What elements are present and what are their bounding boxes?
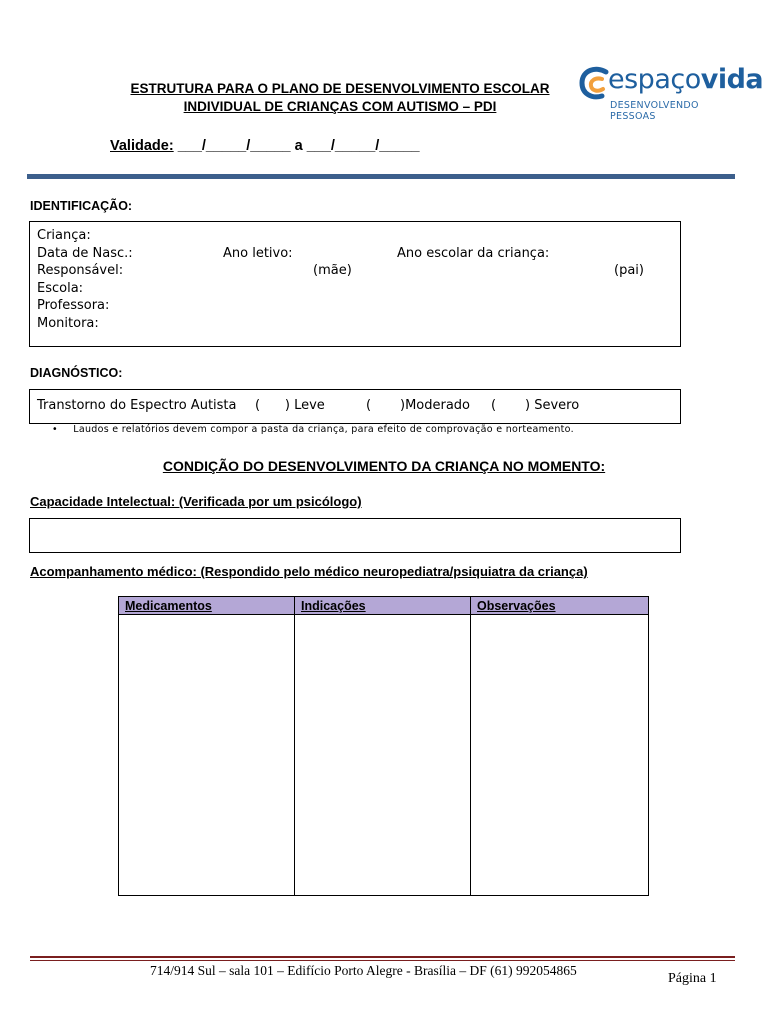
data-nasc-label: Data de Nasc.: bbox=[37, 246, 133, 261]
col-observacoes: Observações bbox=[471, 597, 649, 615]
cell-medicamentos bbox=[119, 615, 295, 896]
table-header-row bbox=[119, 597, 649, 615]
header-divider bbox=[27, 174, 735, 179]
cell-observacoes bbox=[471, 615, 649, 896]
validade-label: Validade: bbox=[110, 138, 174, 154]
logo-wordmark: espaçovida bbox=[608, 64, 764, 95]
tea-label: Transtorno do Espectro Autista bbox=[37, 398, 237, 413]
document-title-line1: ESTRUTURA PARA O PLANO DE DESENVOLVIMENTO ESCOLAR bbox=[130, 81, 550, 96]
logo-tagline: DESENVOLVENDO PESSOAS bbox=[610, 100, 699, 122]
cell-indicacoes bbox=[295, 615, 471, 896]
pai-label: (pai) bbox=[614, 263, 644, 278]
responsavel-label: Responsável: bbox=[37, 263, 124, 278]
footer-divider-thin bbox=[30, 960, 735, 961]
validade-blanks: ___/_____/_____ a ___/_____/_____ bbox=[173, 138, 420, 154]
medicamentos-table bbox=[118, 596, 649, 896]
diagnostico-note bbox=[52, 424, 574, 435]
table-row bbox=[119, 615, 649, 896]
capacidade-box bbox=[29, 518, 681, 553]
ano-letivo-label: Ano letivo: bbox=[223, 246, 293, 261]
identificacao-heading: IDENTIFICAÇÃO: bbox=[30, 199, 133, 213]
col-indicacoes: Indicações bbox=[295, 597, 471, 615]
col-medicamentos: Medicamentos bbox=[119, 597, 295, 615]
condicao-heading: CONDIÇÃO DO DESENVOLVIMENTO DA CRIANÇA NO MOMENTO: bbox=[162, 458, 606, 474]
escola-label: Escola: bbox=[37, 281, 84, 296]
identificacao-box bbox=[29, 221, 681, 347]
severo-option: ( ) Severo bbox=[491, 398, 580, 413]
logo-swirl-icon bbox=[578, 66, 612, 102]
page-number: Página 1 bbox=[668, 971, 717, 986]
footer-divider bbox=[30, 956, 735, 958]
validade-line bbox=[110, 138, 420, 154]
diagnostico-heading: DIAGNÓSTICO: bbox=[30, 366, 123, 380]
document-title-line2: INDIVIDUAL DE CRIANÇAS COM AUTISMO – PDI bbox=[183, 99, 497, 114]
diagnostico-note-text: Laudos e relatórios devem compor a pasta da criança, para efeito de comprovação e norteamento. bbox=[73, 424, 574, 435]
crianca-label: Criança: bbox=[37, 228, 91, 243]
footer-address: 714/914 Sul – sala 101 – Edifício Porto Alegre - Brasília – DF (61) 992054865 bbox=[150, 963, 577, 978]
monitora-label: Monitora: bbox=[37, 316, 99, 331]
leve-option: ( ) Leve bbox=[255, 398, 325, 413]
capacidade-heading: Capacidade Intelectual: (Verificada por um psicólogo) bbox=[30, 494, 362, 509]
bullet-icon: • bbox=[52, 424, 58, 435]
moderado-option: ( )Moderado bbox=[366, 398, 471, 413]
ano-escolar-label: Ano escolar da criança: bbox=[397, 246, 550, 261]
acompanhamento-heading: Acompanhamento médico: (Respondido pelo médico neuropediatra/psiquiatra da criança) bbox=[30, 564, 588, 579]
professora-label: Professora: bbox=[37, 298, 110, 313]
diagnostico-box bbox=[29, 389, 681, 424]
mae-label: (mãe) bbox=[313, 263, 352, 278]
espacovida-logo bbox=[578, 62, 764, 122]
